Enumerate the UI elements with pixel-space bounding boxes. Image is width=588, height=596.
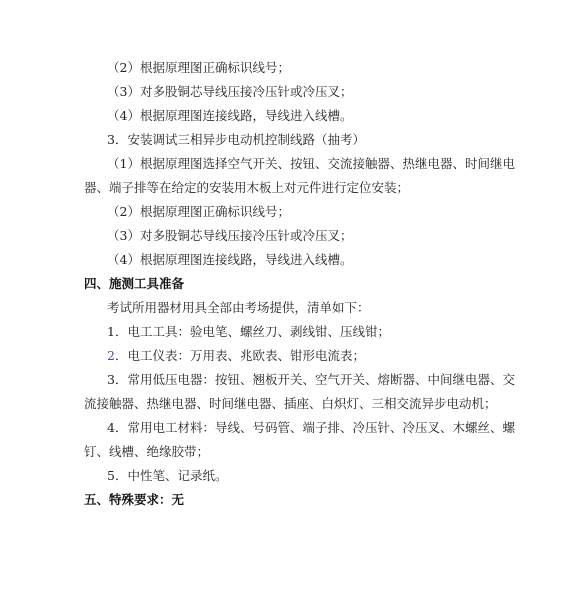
section-heading: 五、特殊要求：无: [84, 492, 185, 507]
section-heading: 四、施测工具准备: [84, 276, 185, 291]
text-line: （2）根据原理图正确标识线号；: [107, 60, 290, 75]
text-line: 3．安装调试三相异步电动机控制线路（抽考）: [107, 132, 365, 147]
text-line: 钉、线槽、绝缘胶带；: [84, 444, 210, 459]
text-line: 3．常用低压电器：按钮、翘板开关、空气开关、熔断器、中间继电器、交: [107, 372, 515, 387]
text-line: 1．电工工具：验电笔、螺丝刀、剥线钳、压线钳；: [107, 324, 390, 339]
text-line: （4）根据原理图连接线路，导线进入线槽。: [107, 252, 353, 267]
text-line: 4．常用电工材料：导线、号码管、端子排、冷压针、冷压叉、木螺丝、螺: [107, 420, 515, 435]
text-line: 考试所用器材用具全部由考场提供，清单如下：: [107, 300, 370, 315]
text-line: 5．中性笔、记录纸。: [107, 468, 228, 483]
text-line: （3）对多股铜芯导线压接冷压针或冷压叉；: [107, 228, 353, 243]
item-text: ．电工仪表：万用表、兆欧表、钳形电流表；: [114, 348, 365, 363]
item-number: 2: [107, 348, 115, 363]
text-line: 流接触器、热继电器、时间继电器、插座、白炽灯、三相交流异步电动机；: [84, 396, 497, 411]
text-line: （4）根据原理图连接线路，导线进入线槽。: [107, 108, 353, 123]
text-line: 器、端子排等在给定的安装用木板上对元件进行定位安装；: [84, 180, 410, 195]
text-line: （3）对多股铜芯导线压接冷压针或冷压叉；: [107, 84, 353, 99]
text-line: [107, 348, 365, 364]
text-line: （2）根据原理图正确标识线号；: [107, 204, 290, 219]
text-line: （1）根据原理图选择空气开关、按钮、交流接触器、热继电器、时间继电: [107, 156, 515, 171]
